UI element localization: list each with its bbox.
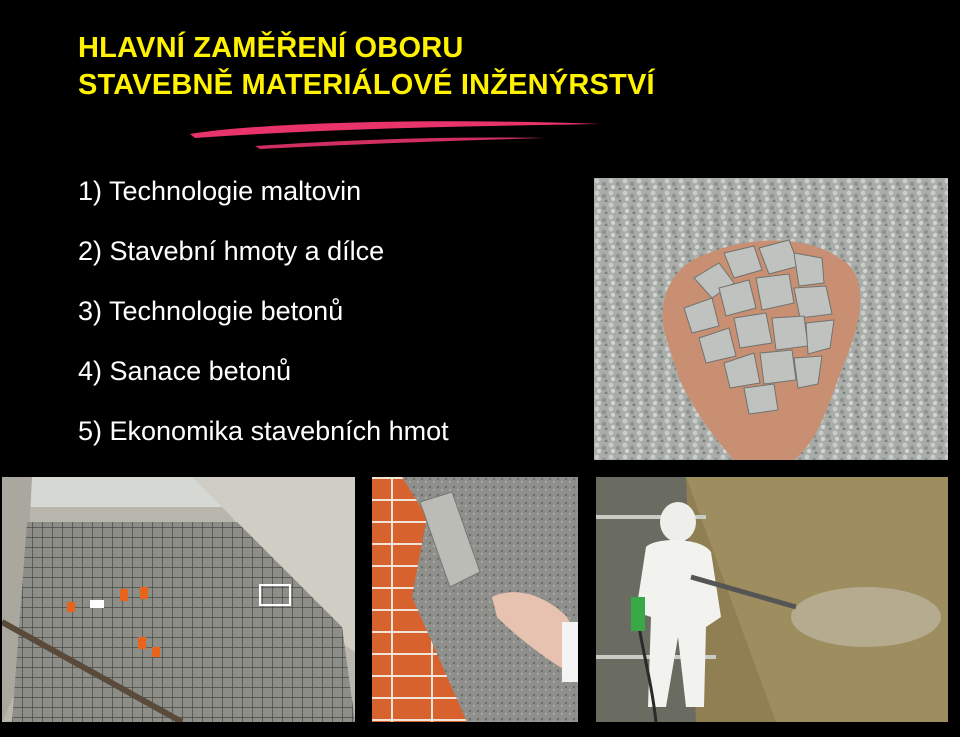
- list-item: 1) Technologie maltovin: [78, 176, 362, 206]
- gravel-photo: [594, 178, 948, 460]
- list-item: 4) Sanace betonů: [78, 356, 292, 386]
- pink-brush-underline: [185, 112, 605, 152]
- shotcrete-photo: [596, 477, 948, 722]
- plastering-photo: [372, 477, 578, 722]
- list-item: 5) Ekonomika stavebních hmot: [78, 416, 449, 446]
- list-item: 3) Technologie betonů: [78, 296, 344, 326]
- slide-title: [78, 30, 655, 104]
- title-line-2: STAVEBNĚ MATERIÁLOVÉ INŽENÝRSTVÍ: [78, 69, 655, 101]
- title-line-1: HLAVNÍ ZAMĚŘENÍ OBORU: [78, 32, 464, 64]
- topic-list: [78, 172, 449, 472]
- rebar-foundation-photo: [2, 477, 355, 722]
- list-item: 2) Stavební hmoty a dílce: [78, 236, 385, 266]
